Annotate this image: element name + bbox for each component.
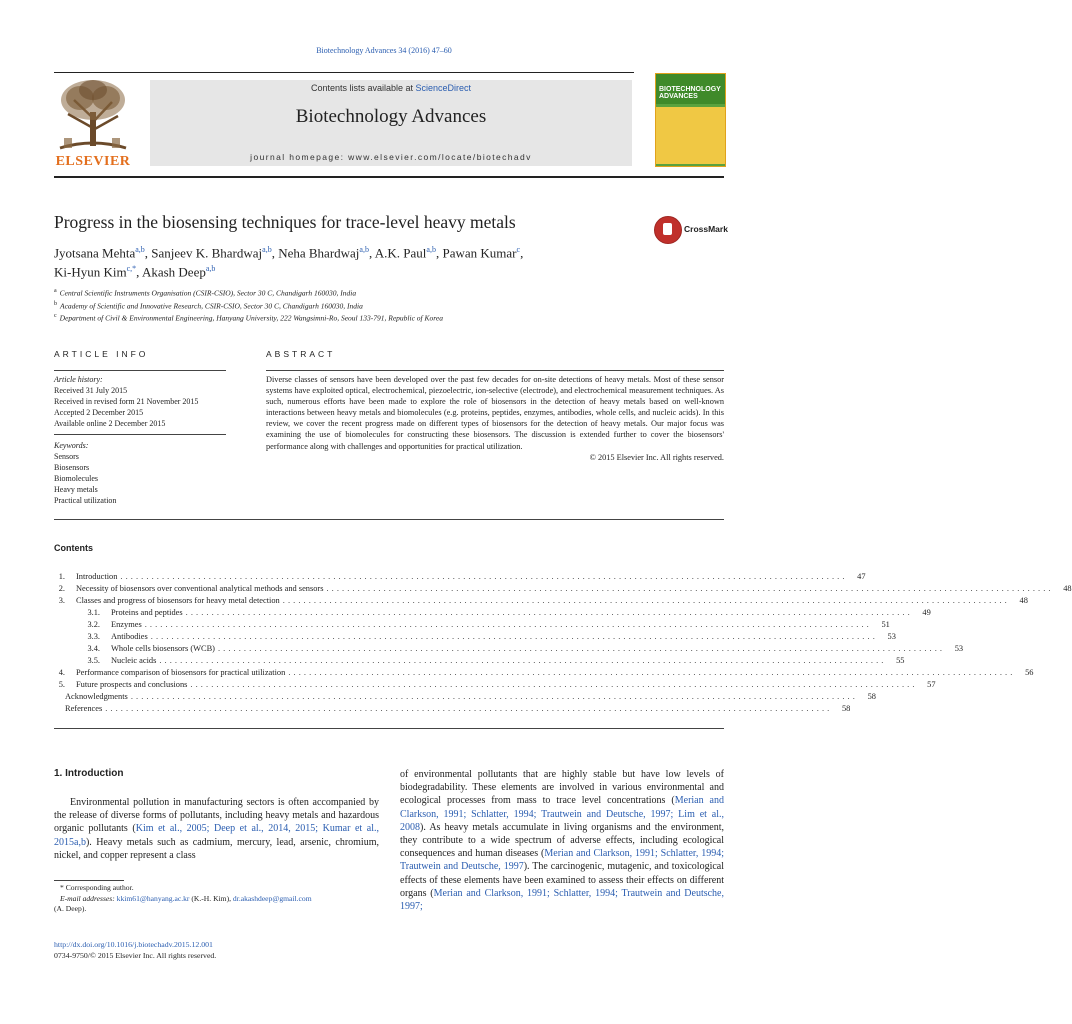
toc-page-number[interactable]: 49 xyxy=(922,608,931,617)
history-received: Received 31 July 2015 xyxy=(54,386,128,395)
toc-number: 1. xyxy=(58,572,65,581)
author-name[interactable]: Akash Deep xyxy=(141,264,206,280)
sciencedirect-link[interactable]: ScienceDirect xyxy=(415,83,472,93)
author-name[interactable]: Sanjeev K. Bhardwaj xyxy=(151,245,263,261)
toc-page-number[interactable]: 48 xyxy=(1063,584,1072,593)
toc-leader-dots: ............................................................................................................................................ xyxy=(150,632,878,641)
affiliation-tag: a xyxy=(54,288,57,294)
email-owner-kim: (K.-H. Kim), xyxy=(189,893,233,903)
toc-page-number[interactable]: 53 xyxy=(954,644,964,653)
toc-page-number[interactable]: 57 xyxy=(927,680,936,689)
toc-title[interactable]: Antibodies xyxy=(111,632,148,641)
author-affiliation-marker[interactable]: a,b xyxy=(426,245,436,254)
toc-title[interactable]: Proteins and peptides xyxy=(111,608,183,617)
cover-art xyxy=(656,107,725,164)
toc-number: 3. xyxy=(58,596,65,605)
author-name[interactable]: Jyotsana Mehta xyxy=(54,245,136,261)
toc-title[interactable]: Necessity of biosensors over conventional analytical methods and sensors xyxy=(76,584,324,593)
toc-title[interactable]: Nucleic acids xyxy=(111,656,157,665)
toc-title[interactable]: Enzymes xyxy=(111,620,142,629)
keywords xyxy=(54,440,234,506)
author-separator: , xyxy=(368,245,375,261)
toc-page-number[interactable]: 58 xyxy=(841,704,851,713)
cover-title: BIOTECHNOLOGY ADVANCES xyxy=(659,86,721,100)
toc-title[interactable]: References xyxy=(65,704,103,713)
affiliation-tag: b xyxy=(54,300,57,307)
email-link-kim[interactable]: kkim61@hanyang.ac.kr xyxy=(116,893,190,903)
toc-number: 3.5. xyxy=(87,656,100,665)
toc-entry[interactable] xyxy=(54,679,936,691)
corresponding-author-note: * Corresponding author. xyxy=(60,883,134,892)
author-separator: , xyxy=(144,245,152,261)
author-affiliation-marker[interactable]: a,b xyxy=(262,245,272,254)
keyword-item: Sensors xyxy=(54,452,79,461)
toc-page-number[interactable]: 48 xyxy=(1019,596,1028,605)
toc-leader-dots: ............................................................................................................................................ xyxy=(185,608,913,617)
toc-page-number[interactable]: 51 xyxy=(881,620,890,629)
article-info-heading: ARTICLE INFO xyxy=(54,349,149,359)
toc-entry[interactable] xyxy=(54,703,851,715)
contents-prefix: Contents lists available at xyxy=(310,83,416,93)
toc-entry[interactable] xyxy=(54,619,890,631)
elsevier-logo[interactable] xyxy=(54,78,132,170)
affiliation-tag: c xyxy=(54,313,57,319)
body-left-column xyxy=(54,796,379,862)
body-text: ). The carcinogenic, mutagenic, and toxicological effects of these elements have been examined to assess their effects on different organs ( xyxy=(400,861,724,899)
toc-entry[interactable] xyxy=(54,607,931,619)
affiliation-item xyxy=(54,286,714,299)
toc-entry[interactable] xyxy=(54,667,1034,679)
introduction-heading: 1. Introduction xyxy=(54,768,124,779)
toc-leader-dots: ............................................................................................................................................ xyxy=(282,596,1010,605)
contents-heading: Contents xyxy=(54,543,93,553)
footnote-rule xyxy=(54,880,124,881)
author-affiliation-marker[interactable]: a,b xyxy=(359,245,369,254)
article-info-rule xyxy=(54,370,226,371)
article-history xyxy=(54,374,234,429)
email-label: E-mail addresses: xyxy=(60,893,117,903)
affiliation-item xyxy=(54,311,714,324)
toc-leader-dots: ............................................................................................................................................ xyxy=(217,644,946,653)
toc-title[interactable]: Performance comparison of biosensors for practical utilization xyxy=(76,668,286,677)
author-separator: , xyxy=(520,245,524,261)
author-affiliation-marker[interactable]: a,b xyxy=(135,245,145,254)
body-right-column xyxy=(400,768,724,913)
toc-page-number[interactable]: 56 xyxy=(1025,668,1034,677)
body-text: Environmental pollution in manufacturing sectors is often accompanied by the release of diverse forms of pollutants, including heavy metals and hazardous organic pollutants ( xyxy=(54,797,379,835)
toc-entry[interactable] xyxy=(54,595,1028,607)
toc-entry[interactable] xyxy=(54,631,896,643)
toc-title[interactable]: Whole cells biosensors (WCB) xyxy=(111,644,215,653)
citation-link[interactable]: Kim et al., 2005; Deep et al., 2014, 2015; Kumar et al., 2015a,b xyxy=(54,823,379,848)
toc-title[interactable]: Classes and progress of biosensors for heavy metal detection xyxy=(76,596,280,605)
affiliation-text: Academy of Scientific and Innovative Research, CSIR-CSIO, Sector 30 C, Chandigarh 160030, India xyxy=(60,301,363,310)
author-separator: , xyxy=(435,245,443,261)
header-bottom-rule xyxy=(54,176,724,178)
email-line xyxy=(54,894,374,905)
history-revised: Received in revised form 21 November 2015 xyxy=(54,397,199,406)
author-separator: , xyxy=(271,245,279,261)
author-name[interactable]: Pawan Kumar xyxy=(442,245,517,261)
body-text: ). As heavy metals accumulate in living organisms and the environment, they contribute to a wide spectrum of adverse effects, including ecological consequences and human diseases ( xyxy=(400,821,724,860)
author-separator: , xyxy=(136,264,142,280)
author-affiliation-marker[interactable]: a,b xyxy=(205,264,216,274)
abstract-rule xyxy=(266,370,724,371)
keyword-item: Biosensors xyxy=(54,463,90,472)
toc-leader-dots: ............................................................................................................................................ xyxy=(288,668,1016,677)
article-title: Progress in the biosensing techniques for trace-level heavy metals xyxy=(54,212,516,232)
journal-name: Biotechnology Advances xyxy=(295,106,487,127)
author-name[interactable]: A.K. Paul xyxy=(374,245,427,261)
publisher-name: ELSEVIER xyxy=(55,154,131,169)
affiliation-text: Central Scientific Instruments Organisation (CSIR-CSIO), Sector 30 C, Chandigarh 160030, India xyxy=(59,288,357,298)
keywords-rule xyxy=(54,434,226,435)
author-affiliation-marker[interactable]: c,* xyxy=(126,264,137,274)
journal-homepage-link[interactable]: journal homepage: www.elsevier.com/locate/biotechadv xyxy=(250,152,532,162)
toc-entry[interactable] xyxy=(54,655,905,667)
toc-number: 3.2. xyxy=(87,620,100,629)
journal-cover-thumbnail[interactable] xyxy=(655,73,726,167)
citation-link[interactable]: Merian and Clarkson, 1991; Schlatter, 1994; Trautwein and Deutsche, 1997; xyxy=(400,887,724,913)
email-owner-deep: (A. Deep). xyxy=(54,904,87,913)
citation-link[interactable]: Merian and Clarkson, 1991; Schlatter, 1994; Trautwein and Deutsche, 1997; Lim et al., 2008 xyxy=(400,795,724,833)
toc-leader-dots: ............................................................................................................................................ xyxy=(159,656,887,665)
keyword-item: Practical utilization xyxy=(54,496,117,505)
email-link-deep[interactable]: dr.akashdeep@gmail.com xyxy=(232,893,312,903)
toc-leader-dots: ............................................................................................................................................ xyxy=(190,680,918,689)
doi-link[interactable]: http://dx.doi.org/10.1016/j.biotechadv.2015.12.001 xyxy=(54,940,213,949)
toc-leader-dots: ............................................................................................................................................ xyxy=(144,620,872,629)
toc-page-number[interactable]: 53 xyxy=(887,632,896,641)
abstract-text: Diverse classes of sensors have been developed over the past few decades for on-site detections of heavy metals. Most of these sensor systems have exploited optical, electrochemical, piezoelectric, ion-selective (electrode), and electrochemical measurement techniques. As such, numerous efforts have been made to explore the role of biosensors in the detection of heavy metals based on well-known interactions between heavy metals and biomolecules (e.g. proteins, peptides, enzymes, antibodies, whole cells, and nucleic acids). In this review, we cover the recent progress made on different types of biosensors for the detection of heavy metals. Our major focus was examining the use of biomolecules for constructing these biosensors. The discussion is extended further to cover the biosensors' performance along with challenges and opportunities for practical utilization. xyxy=(266,375,724,451)
author-list xyxy=(54,242,694,281)
tree-icon xyxy=(54,78,132,152)
crossmark-icon xyxy=(654,216,682,244)
toc-number: 5. xyxy=(58,680,65,689)
body-text: of environmental pollutants that are highly stable but have low levels of biodegradability. These elements are involved in various environmental and ecological processes from mass to trace level concentrations ( xyxy=(400,769,724,807)
toc-leader-dots: ............................................................................................................................................ xyxy=(130,692,858,701)
doi-block xyxy=(54,940,216,961)
keywords-label: Keywords: xyxy=(54,441,89,450)
abstract-body xyxy=(266,374,724,463)
section-rule xyxy=(54,519,724,520)
toc-title[interactable]: Future prospects and conclusions xyxy=(76,680,188,689)
toc-leader-dots: ............................................................................................................................................ xyxy=(326,584,1054,593)
contents-available-line xyxy=(150,83,632,93)
toc-page-number[interactable]: 47 xyxy=(857,572,866,581)
keyword-item: Heavy metals xyxy=(54,485,98,494)
toc-number: 2. xyxy=(58,584,65,593)
author-name[interactable]: Neha Bhardwaj xyxy=(278,245,360,261)
affiliation-text: Department of Civil & Environmental Engineering, Hanyang University, 222 Wangsimni-Ro, Seoul 133-791, Republic of Korea xyxy=(59,313,443,323)
history-accepted: Accepted 2 December 2015 xyxy=(54,408,144,417)
toc-entry[interactable] xyxy=(54,691,876,703)
toc-entry[interactable] xyxy=(54,643,964,655)
crossmark-button[interactable] xyxy=(654,216,734,244)
issn-line: 0734-9750/© 2015 Elsevier Inc. All rights reserved. xyxy=(54,950,217,960)
author-affiliation-marker[interactable]: c xyxy=(516,245,521,254)
history-online: Available online 2 December 2015 xyxy=(54,419,166,428)
abstract-copyright: © 2015 Elsevier Inc. All rights reserved. xyxy=(589,452,724,462)
author-name[interactable]: Ki-Hyun Kim xyxy=(54,264,127,280)
affiliation-item xyxy=(54,299,714,312)
toc-entry[interactable] xyxy=(54,583,1072,595)
crossmark-label: CrossMark xyxy=(684,224,728,234)
toc-number: 4. xyxy=(58,668,65,677)
contents-bottom-rule xyxy=(54,728,724,729)
toc-number: 3.3. xyxy=(87,632,100,641)
toc-leader-dots: ............................................................................................................................................ xyxy=(120,572,848,581)
footnote xyxy=(54,883,374,915)
journal-header-band xyxy=(150,80,632,166)
affiliations xyxy=(54,286,714,324)
journal-reference-link[interactable]: Biotechnology Advances 34 (2016) 47–60 xyxy=(316,46,452,55)
toc-leader-dots: ............................................................................................................................................ xyxy=(105,704,833,713)
toc-number: 3.1. xyxy=(87,608,100,617)
toc-page-number[interactable]: 58 xyxy=(867,692,876,701)
toc-page-number[interactable]: 55 xyxy=(896,656,905,665)
table-of-contents xyxy=(54,571,1072,715)
toc-title[interactable]: Acknowledgments xyxy=(65,692,128,701)
keyword-item: Biomolecules xyxy=(54,474,98,483)
header-top-rule xyxy=(54,72,634,73)
body-text: ). Heavy metals such as cadmium, mercury, lead, arsenic, chromium, nickel, and copper represent a class xyxy=(54,836,379,861)
toc-entry[interactable] xyxy=(54,571,866,583)
toc-title[interactable]: Introduction xyxy=(76,572,118,581)
abstract-heading: ABSTRACT xyxy=(266,349,336,359)
article-history-label: Article history: xyxy=(54,375,103,384)
toc-number: 3.4. xyxy=(87,644,100,653)
citation-link[interactable]: Merian and Clarkson, 1991; Schlatter, 1994; Trautwein and Deutsche, 1997 xyxy=(400,848,725,873)
